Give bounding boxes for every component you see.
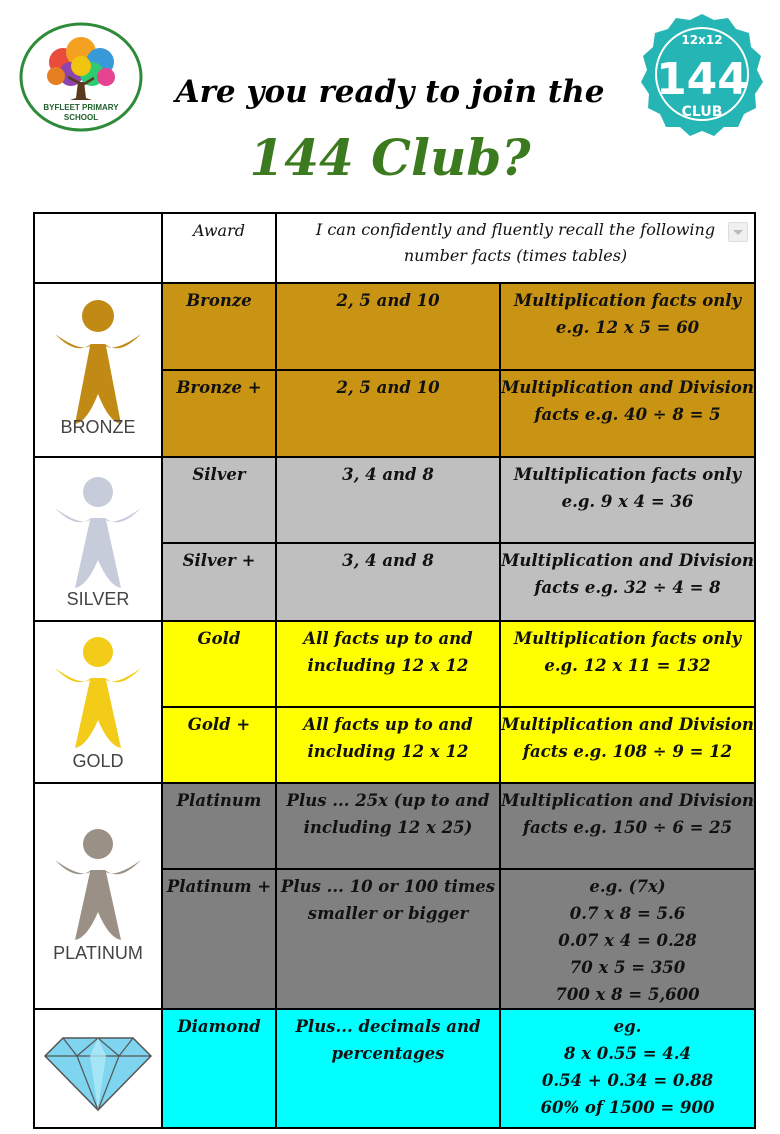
row-2-tables-text: 2, 5 and 10 [336,378,440,397]
row-5-facts-cell [501,622,754,708]
row-6-facts-text: Multiplication and Division [501,715,754,734]
row-8-facts-text: 0.07 x 4 = 0.28 [558,931,697,950]
row-4-facts-cell [501,544,754,622]
row-2-tables-cell [277,371,501,458]
platinum-figure-icon [35,784,161,1008]
row-1-tables-text: 2, 5 and 10 [336,291,440,310]
bronze-label: BRONZE [60,417,136,437]
gold-medal-cell [35,622,163,784]
gold-label: GOLD [72,751,124,771]
row-9-tables-text: percentages [331,1044,445,1063]
row-8-tables-text: smaller or bigger [307,904,469,923]
row-3-facts-text: Multiplication facts only [513,465,742,484]
club-badge-bottom-text: CLUB [681,104,723,120]
row-1-tables-cell [277,284,501,371]
row-5-award-cell [163,622,277,708]
row-8-award-text: Platinum + [166,877,272,896]
row-8-award-cell [163,870,277,1010]
row-4-award-text: Silver + [182,551,256,570]
row-1-facts-text: e.g. 12 x 5 = 60 [555,318,700,337]
row-9-facts-text: eg. [613,1017,642,1036]
silver-medal-cell [35,458,163,622]
row-4-facts-text: Multiplication and Division [501,551,754,570]
row-2-facts-text: Multiplication and Division [501,378,754,397]
heading-title: 144 Club? [249,128,531,187]
row-8-facts-cell [501,870,754,1010]
row-7-award-text: Platinum [176,791,262,810]
row-9-tables-cell [277,1010,501,1127]
row-7-tables-text: including 12 x 25) [303,818,473,837]
row-2-award-cell [163,371,277,458]
row-6-tables-text: All facts up to and [303,715,473,734]
row-6-award-cell [163,708,277,784]
row-8-tables-text: Plus ... 10 or 100 times [280,877,496,896]
header-facts-line2: number facts (times tables) [403,246,628,265]
row-3-award-text: Silver [192,465,246,484]
row-5-tables-cell [277,622,501,708]
row-3-award-cell [163,458,277,544]
row-2-award-text: Bronze + [176,378,262,397]
row-1-facts-cell [501,284,754,371]
row-6-tables-text: including 12 x 12 [307,742,469,761]
row-7-tables-text: Plus ... 25x (up to and [286,791,490,810]
row-6-tables-cell [277,708,501,784]
row-2-facts-text: facts e.g. 40 ÷ 8 = 5 [534,405,721,424]
row-8-facts-text: e.g. (7x) [589,877,666,896]
row-5-award-text: Gold [197,629,241,648]
row-3-tables-text: 3, 4 and 8 [342,465,434,484]
row-4-award-cell [163,544,277,622]
heading-question: Are you ready to join the [175,74,605,110]
chevron-down-icon[interactable] [728,222,748,242]
row-6-award-text: Gold + [187,715,251,734]
row-1-award-text: Bronze [186,291,252,310]
row-9-tables-text: Plus... decimals and [295,1017,481,1036]
club-badge-top-text: 12x12 [681,33,723,47]
row-5-facts-text: Multiplication facts only [513,629,742,648]
header-empty-cell [35,214,163,284]
club-badge-number: 144 [656,54,748,105]
row-5-tables-text: All facts up to and [303,629,473,648]
school-name-line2: SCHOOL [63,113,99,122]
row-1-facts-text: Multiplication facts only [513,291,742,310]
platinum-label: PLATINUM [53,943,143,963]
row-7-award-cell [163,784,277,870]
row-5-facts-text: e.g. 12 x 11 = 132 [544,656,711,675]
row-7-facts-text: Multiplication and Division [501,791,754,810]
row-9-award-text: Diamond [177,1017,261,1036]
row-8-facts-text: 0.7 x 8 = 5.6 [569,904,686,923]
awards-table [33,212,756,1129]
row-4-tables-cell [277,544,501,622]
row-6-facts-text: facts e.g. 108 ÷ 9 = 12 [522,742,733,761]
row-8-facts-text: 70 x 5 = 350 [569,958,686,977]
diamond-cell [35,1010,163,1127]
row-7-tables-cell [277,784,501,870]
silver-label: SILVER [66,589,130,609]
platinum-medal-cell [35,784,163,1010]
row-4-tables-text: 3, 4 and 8 [342,551,434,570]
header-facts-line1: I can confidently and fluently recall the following [315,220,716,239]
row-3-facts-cell [501,458,754,544]
row-8-tables-cell [277,870,501,1010]
diamond-icon [35,1010,161,1125]
row-2-facts-cell [501,371,754,458]
row-5-tables-text: including 12 x 12 [307,656,469,675]
header-facts [277,214,754,284]
row-8-facts-text: 700 x 8 = 5,600 [555,985,700,1004]
row-3-facts-text: e.g. 9 x 4 = 36 [561,492,694,511]
row-7-facts-text: facts e.g. 150 ÷ 6 = 25 [522,818,733,837]
row-3-tables-cell [277,458,501,544]
row-1-award-cell [163,284,277,371]
row-6-facts-cell [501,708,754,784]
row-9-facts-text: 8 x 0.55 = 4.4 [563,1044,691,1063]
row-7-facts-cell [501,784,754,870]
bronze-medal-cell [35,284,163,458]
header-award: Award [163,214,277,284]
row-9-facts-text: 60% of 1500 = 900 [540,1098,715,1117]
row-9-facts-text: 0.54 + 0.34 = 0.88 [541,1071,714,1090]
row-4-facts-text: facts e.g. 32 ÷ 4 = 8 [534,578,721,597]
row-9-award-cell [163,1010,277,1127]
row-9-facts-cell [501,1010,754,1127]
school-name-line1: BYFLEET PRIMARY [43,103,119,112]
